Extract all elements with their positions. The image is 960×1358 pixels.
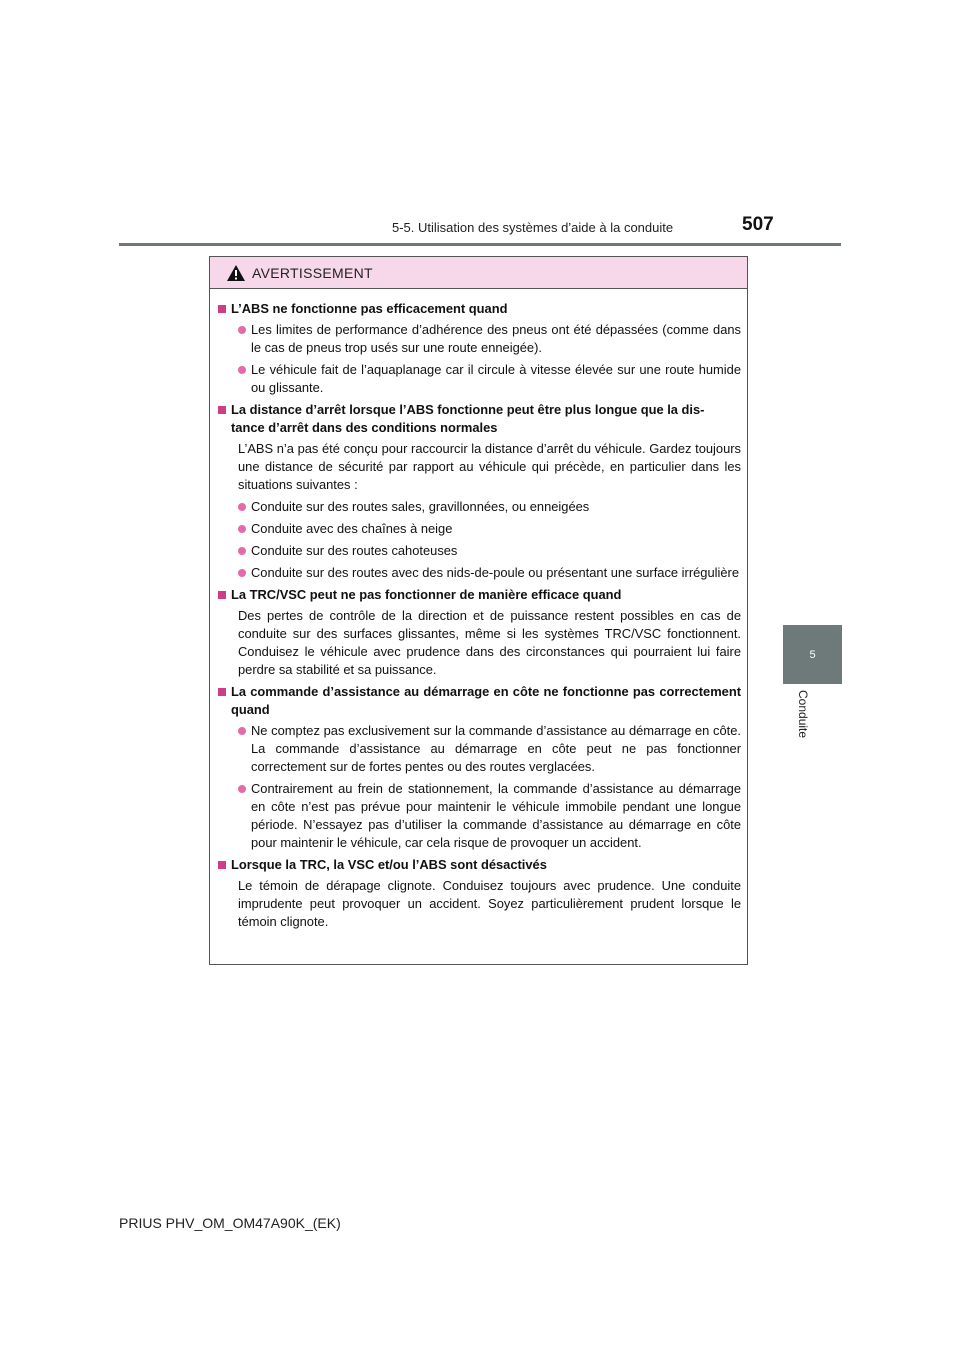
warning-icon [226, 264, 246, 282]
round-bullet-icon [238, 503, 246, 511]
square-bullet-icon [218, 406, 226, 414]
round-bullet-icon [238, 569, 246, 577]
section-header: 5-5. Utilisation des systèmes d’aide à la conduite [392, 220, 674, 235]
list-item: Conduite sur des routes cahoteuses [238, 542, 741, 560]
list-item: Conduite avec des chaînes à neige [238, 520, 741, 538]
square-bullet-icon [218, 591, 226, 599]
section-text: Le témoin de dérapage clignote. Conduisez toujours avec prudence. Une conduite imprudente peut provoquer un accident. Soyez particulièrement prudent lorsque le témoin clignote. [238, 878, 741, 929]
list-item: Conduite sur des routes avec des nids-de-poule ou présentant une surface irrégulière [238, 564, 741, 582]
round-bullet-icon [238, 785, 246, 793]
section-text: Des pertes de contrôle de la direction et de puissance restent possibles en cas de conduite sur des surfaces glissantes, même si les systèmes TRC/VSC fonctionnent. Conduisez le véhicule avec prudence dans des circonstances qui pourraient lui faire perdre sa stabilité et sa puissance. [238, 608, 741, 677]
header-divider [119, 243, 841, 246]
chapter-number: 5 [809, 648, 816, 661]
section-heading: La TRC/VSC peut ne pas fonctionner de manière efficace quand [218, 586, 741, 604]
list-item: Contrairement au frein de stationnement, la commande d’assistance au démarrage en côte n’est pas prévue pour maintenir le véhicule immobile pendant une longue période. N’essayez pas d’utiliser la commande d’assistance au démarrage en côte pour maintenir le véhicule, car cela risque de provoquer un accident. [238, 780, 741, 852]
round-bullet-icon [238, 366, 246, 374]
warning-box [209, 256, 748, 965]
warning-title: AVERTISSEMENT [252, 264, 373, 281]
round-bullet-icon [238, 727, 246, 735]
section-text: L’ABS n’a pas été conçu pour raccourcir la distance d’arrêt du véhicule. Gardez toujours une distance de sécurité par rapport au véhicule qui précède, en particulier dans les situations suivantes : [238, 441, 741, 492]
list-item: Conduite sur des routes sales, gravillonnées, ou enneigées [238, 498, 741, 516]
document-id: PRIUS PHV_OM_OM47A90K_(EK) [119, 1215, 341, 1231]
list-item: Ne comptez pas exclusivement sur la commande d’assistance au démarrage en côte. La commande d’assistance au démarrage en côte peut ne pas fonctionner correctement sur de fortes pentes ou des routes verglacées. [238, 722, 741, 776]
warning-header [210, 257, 747, 289]
section-heading: Lorsque la TRC, la VSC et/ou l’ABS sont désactivés [218, 856, 741, 874]
chapter-label: Conduite [796, 690, 810, 739]
section-heading: La distance d’arrêt lorsque l’ABS fonctionne peut être plus longue que la dis- tance d’arrêt dans des conditions normales [218, 401, 741, 437]
round-bullet-icon [238, 326, 246, 334]
square-bullet-icon [218, 861, 226, 869]
square-bullet-icon [218, 688, 226, 696]
round-bullet-icon [238, 547, 246, 555]
list-item: Le véhicule fait de l’aquaplanage car il circule à vitesse élevée sur une route humide ou glissante. [238, 361, 741, 397]
list-item: Les limites de performance d’adhérence des pneus ont été dépassées (comme dans le cas de pneus trop usés sur une route enneigée). [238, 321, 741, 357]
section-heading: L’ABS ne fonctionne pas efficacement quand [218, 300, 741, 318]
chapter-tab [783, 625, 842, 684]
warning-body [210, 289, 747, 931]
round-bullet-icon [238, 525, 246, 533]
square-bullet-icon [218, 305, 226, 313]
section-heading: La commande d’assistance au démarrage en côte ne fonctionne pas correctement quand [218, 683, 741, 719]
page-number: 507 [742, 214, 774, 235]
